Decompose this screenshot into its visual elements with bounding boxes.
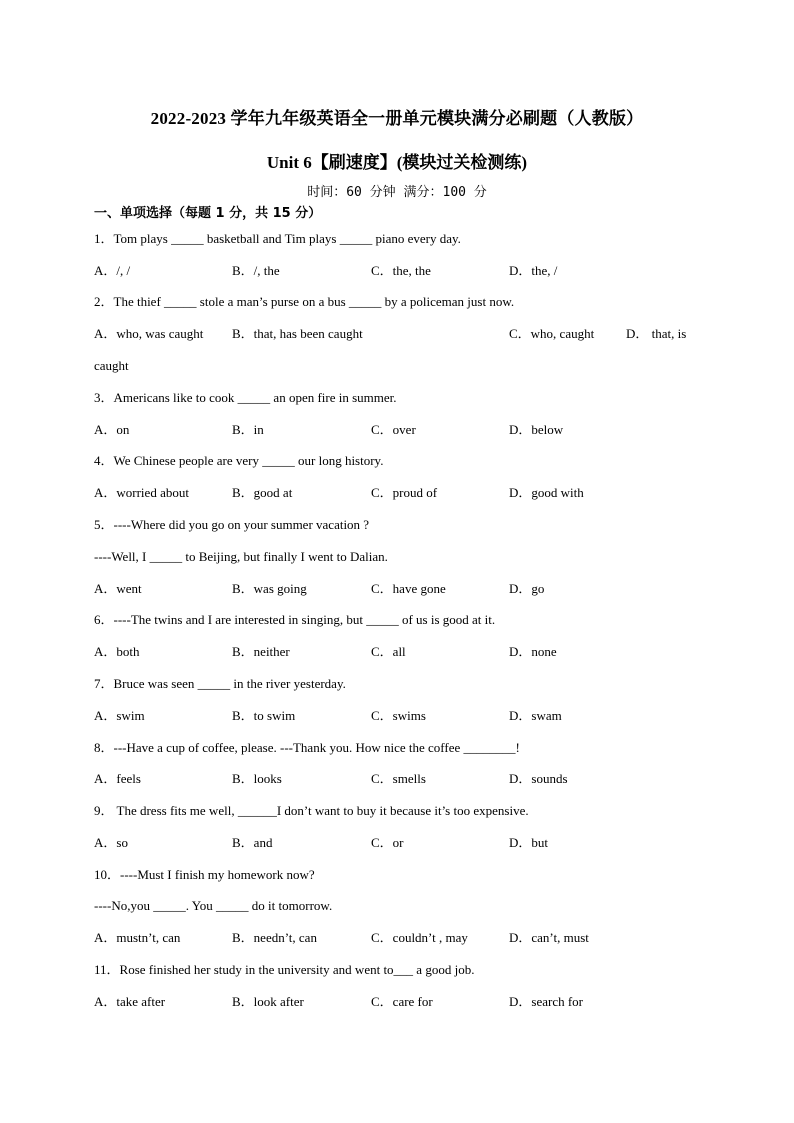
question-9-option-a: A．so bbox=[94, 835, 128, 850]
question-3-stem: 3．Americans like to cook _____ an open fire in summer. bbox=[94, 390, 397, 405]
question-1-option-c: C．the, the bbox=[371, 263, 431, 278]
question-6-option-b: B．neither bbox=[232, 644, 290, 659]
question-3-option-d: D．below bbox=[509, 422, 564, 437]
question-2-option-d-continued: caught bbox=[94, 358, 129, 373]
page-subtitle: Unit 6【刷速度】(模块过关检测练) bbox=[266, 153, 528, 172]
question-11-option-a: A．take after bbox=[94, 994, 166, 1009]
question-4-option-b: B．good at bbox=[232, 485, 293, 500]
question-10-stem-reply: ----No,you _____. You _____ do it tomorrow. bbox=[94, 898, 333, 913]
question-1-option-b: B．/, the bbox=[232, 263, 280, 278]
question-10-option-b: B．needn’t, can bbox=[232, 930, 317, 945]
question-10-option-d: D．can’t, must bbox=[509, 930, 589, 945]
question-4-option-d: D．good with bbox=[509, 485, 584, 500]
question-5-option-c: C．have gone bbox=[371, 581, 446, 596]
question-8-option-a: A．feels bbox=[94, 771, 141, 786]
page-title: 2022-2023 学年九年级英语全一册单元模块满分必刷题（人教版） bbox=[150, 109, 644, 128]
question-9-option-d: D．but bbox=[509, 835, 549, 850]
question-11-option-c: C．care for bbox=[371, 994, 433, 1009]
question-5-stem: 5．----Where did you go on your summer vacation ? bbox=[94, 517, 370, 532]
question-8-option-b: B．looks bbox=[232, 771, 282, 786]
question-8-stem: 8．---Have a cup of coffee, please. ---Thank you. How nice the coffee ________! bbox=[94, 740, 520, 755]
question-11-option-d: D．search for bbox=[509, 994, 583, 1009]
question-8-option-c: C．smells bbox=[371, 771, 426, 786]
question-7-option-a: A．swim bbox=[94, 708, 145, 723]
question-2-option-d: D． that, is bbox=[626, 326, 687, 341]
question-3-option-b: B．in bbox=[232, 422, 264, 437]
question-10-stem: 10．----Must I finish my homework now? bbox=[94, 867, 315, 882]
question-10-option-a: A．mustn’t, can bbox=[94, 930, 181, 945]
question-2-option-a: A．who, was caught bbox=[94, 326, 204, 341]
question-6-option-c: C．all bbox=[371, 644, 406, 659]
question-6-stem: 6．----The twins and I are interested in singing, but _____ of us is good at it. bbox=[94, 612, 496, 627]
question-7-option-b: B．to swim bbox=[232, 708, 296, 723]
question-4-stem: 4．We Chinese people are very _____ our long history. bbox=[94, 453, 384, 468]
question-10-option-c: C．couldn’t , may bbox=[371, 930, 468, 945]
question-7-stem: 7．Bruce was seen _____ in the river yesterday. bbox=[94, 676, 346, 691]
question-2-option-b: B．that, has been caught bbox=[232, 326, 363, 341]
question-11-option-b: B．look after bbox=[232, 994, 304, 1009]
question-8-option-d: D．sounds bbox=[509, 771, 568, 786]
question-5-stem-reply: ----Well, I _____ to Beijing, but finally I went to Dalian. bbox=[94, 549, 388, 564]
question-3-option-a: A．on bbox=[94, 422, 130, 437]
question-7-option-d: D．swam bbox=[509, 708, 562, 723]
question-9-option-b: B．and bbox=[232, 835, 273, 850]
question-9-option-c: C．or bbox=[371, 835, 404, 850]
question-11-stem: 11．Rose finished her study in the university and went to___ a good job. bbox=[94, 962, 475, 977]
section-heading: 一、单项选择（每题 1 分，共 15 分） bbox=[94, 206, 322, 221]
question-4-option-a: A．worried about bbox=[94, 485, 189, 500]
question-1-option-a: A．/, / bbox=[94, 263, 131, 278]
question-5-option-a: A．went bbox=[94, 581, 142, 596]
question-7-option-c: C．swims bbox=[371, 708, 426, 723]
question-5-option-b: B．was going bbox=[232, 581, 307, 596]
question-6-option-d: D．none bbox=[509, 644, 557, 659]
question-3-option-c: C．over bbox=[371, 422, 416, 437]
question-1-option-d: D．the, / bbox=[509, 263, 558, 278]
time-info: 时间：60 分钟 满分：100 分 bbox=[307, 185, 487, 200]
question-4-option-c: C．proud of bbox=[371, 485, 438, 500]
question-2-option-c: C．who, caught bbox=[509, 326, 595, 341]
question-9-stem: 9． The dress fits me well, ______I don’t want to buy it because it’s too expensive. bbox=[94, 803, 529, 818]
question-5-option-d: D．go bbox=[509, 581, 545, 596]
question-2-stem: 2．The thief _____ stole a man’s purse on a bus _____ by a policeman just now. bbox=[94, 294, 515, 309]
question-1-stem: 1．Tom plays _____ basketball and Tim plays _____ piano every day. bbox=[94, 231, 461, 246]
question-6-option-a: A．both bbox=[94, 644, 140, 659]
